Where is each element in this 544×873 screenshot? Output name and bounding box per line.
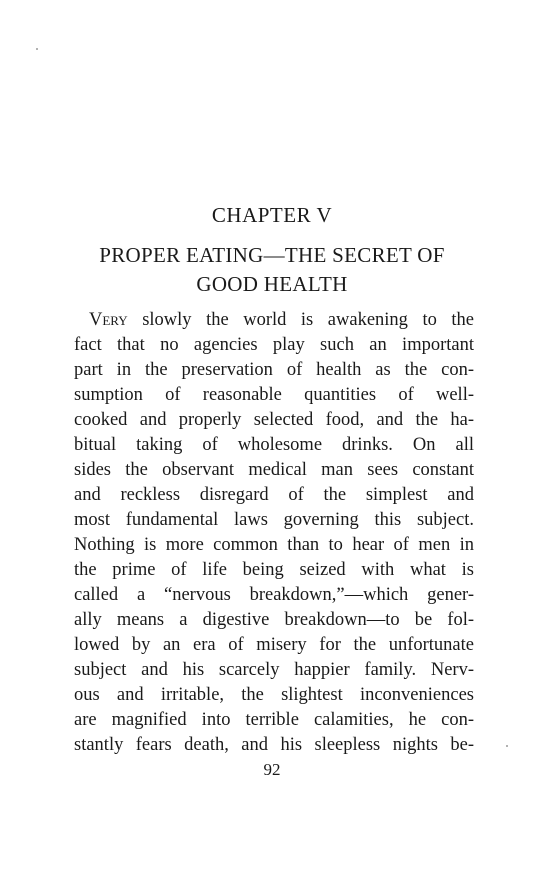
paragraph-line: Nothing is more common than to hear of men in xyxy=(74,535,474,555)
paragraph-line: most fundamental laws governing this subject. xyxy=(74,510,474,530)
chapter-title-line: PROPER EATING—THE SECRET OF xyxy=(99,243,445,267)
paragraph-line: and reckless disregard of the simplest and xyxy=(74,485,474,505)
chapter-heading: CHAPTER V xyxy=(211,203,333,227)
paragraph-line: ous and irritable, the slightest inconveniences xyxy=(74,685,474,705)
paragraph-line: subject and his scarcely happier family. Nerv- xyxy=(74,660,474,680)
body-paragraph xyxy=(74,308,474,758)
paragraph-line xyxy=(74,308,474,333)
paragraph-line: called a “nervous breakdown,”—which gener- xyxy=(74,585,474,605)
paper-speck xyxy=(36,48,38,50)
page-number: 92 xyxy=(263,760,281,779)
paragraph-line: bitual taking of wholesome drinks. On all xyxy=(74,435,474,455)
chapter-title xyxy=(60,241,484,299)
drop-word: Very xyxy=(89,310,128,330)
paragraph-line: fact that no agencies play such an important xyxy=(74,335,474,355)
paragraph-line: sides the observant medical man sees constant xyxy=(74,460,474,480)
paragraph-line: part in the preservation of health as the con- xyxy=(74,360,474,380)
paragraph-line: cooked and properly selected food, and the ha- xyxy=(74,410,474,430)
paragraph-line: sumption of reasonable quantities of well- xyxy=(74,385,474,405)
paragraph-line: are magnified into terrible calamities, he con- xyxy=(74,710,474,730)
paragraph-line: stantly fears death, and his sleepless nights be- xyxy=(74,735,474,755)
chapter-title-line: GOOD HEALTH xyxy=(196,272,348,296)
paragraph-line: lowed by an era of misery for the unfortunate xyxy=(74,635,474,655)
paragraph-line-text: slowly the world is awakening to the xyxy=(127,310,474,330)
paper-speck xyxy=(506,745,508,747)
paragraph-line: ally means a digestive breakdown—to be fol- xyxy=(74,610,474,630)
paragraph-line: the prime of life being seized with what is xyxy=(74,560,474,580)
